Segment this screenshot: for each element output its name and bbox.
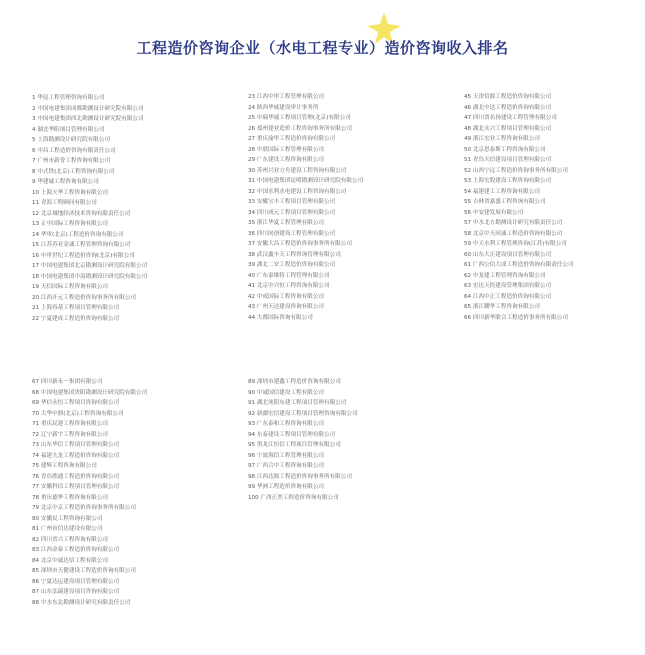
ranking-item: 48 湖北永兴工程项目管理有限公司 [464,125,552,132]
ranking-item: 65 浙江耀华工程咨询有限公司 [464,304,541,310]
ranking-item: 88 中水东北勘测设计研究有限责任公司 [32,599,131,606]
ranking-item: 16 中审世纪工程造价咨询(北京)有限公司 [32,252,135,259]
ranking-item: 82 四川省兴工程咨询有限公司 [32,536,109,543]
ranking-item: 36 四川同创建设工程管理有限公司 [248,230,336,237]
ranking-item: 100 广西正然工程造价咨询有限公司 [248,494,339,501]
ranking-item: 35 浙江华夏工程管理有限公司 [248,220,325,226]
ranking-item: 41 北京中兴恒工程咨询有限公司 [248,283,330,289]
ranking-item: 68 中国电建集团贵阳勘测设计研究院有限公司 [32,389,148,396]
ranking-item: 74 福建九龙工程造价咨询有限公司 [32,452,120,459]
ranking-item: 83 江西金泰工程造价咨询有限公司 [32,547,120,553]
ranking-item: 19 天信国际工程咨询有限公司 [32,284,109,290]
ranking-item: 28 中联国际工程管理有限公司 [248,146,325,153]
ranking-item: 77 安徽科信工程项目管理有限公司 [32,484,120,490]
ranking-item: 55 吉林省嘉盛工程咨询有限公司 [464,199,546,205]
ranking-item: 14 华审(北京)工程造价咨询有限公司 [32,231,124,238]
ranking-item: 38 武汉鑫丰天工程咨询管理有限公司 [248,251,341,258]
ranking-item: 72 辽宁新宇工程咨询有限公司 [32,431,109,438]
ranking-item: 93 广东泰和工程咨询有限公司 [248,421,325,427]
ranking-item: 66 四川新华联合工程造价事务所有限公司 [464,314,568,321]
ranking-item: 51 青岛天信建设项目管理有限公司 [464,157,552,163]
ranking-item: 9 华建诚工程咨询有限公司 [32,179,99,185]
ranking-item: 61 广西公信大成工程造价咨询有限责任公司 [464,262,574,268]
ranking-column-2 [248,92,453,323]
ranking-item: 84 北京中诚达信工程有限公司 [32,557,109,564]
ranking-item: 15 江苏苏亚金诚工程管理咨询有限公司 [32,242,131,248]
ranking-column-3 [464,92,642,323]
ranking-item: 3 中国电建集团西北勘测设计研究院有限公司 [32,116,144,122]
ranking-item: 67 四川新永一集团有限公司 [32,379,103,385]
ranking-item: 37 安徽大昌工程造价咨询事务所有限公司 [248,241,352,247]
ranking-item: 40 广东泰维特工程管理有限公司 [248,272,330,279]
ranking-column-4 [32,377,237,608]
ranking-item: 94 东泰建设工程项目管理有限公司 [248,431,336,438]
ranking-item: 49 浙江宏业工程咨询有限公司 [464,136,541,142]
ranking-item: 22 宁夏建成工程造价咨询有限公司 [32,315,120,322]
ranking-item: 31 中国电建集团昆明勘测设计研究院有限公司 [248,178,364,184]
ranking-item: 46 湖北中达工程造价咨询有限公司 [464,104,552,111]
ranking-item: 47 四川省名扬建设工程管理有限公司 [464,115,557,121]
ranking-column-1 [32,93,232,324]
ranking-item: 42 中成国际工程咨询有限公司 [248,293,325,300]
ranking-item: 34 四川成元工程项目管理有限公司 [248,209,336,216]
ranking-item: 95 黑龙江恒信工程项目管理有限公司 [248,442,341,448]
ranking-item: 27 重庆渝审工程造价咨询有限公司 [248,136,336,142]
ranking-item: 30 苏州兴业方舟建设工程咨询有限公司 [248,167,347,174]
ranking-item: 91 湖北沌阳东建工程项目管理有限公司 [248,400,347,406]
ranking-item: 78 重庆德华工程咨询有限公司 [32,494,109,501]
ranking-item: 11 青海工程顾问有限公司 [32,200,97,206]
ranking-item: 24 陕西华威建设审计事务所 [248,104,319,111]
ranking-item: 79 北京中京工程造价咨询事务所有限公司 [32,505,136,511]
ranking-item: 96 宁波海信工程管理有限公司 [248,452,325,459]
ranking-item: 50 北京思泰斯工程咨询有限公司 [464,146,546,153]
ranking-item: 53 上海宏殷建设工程咨询有限公司 [464,178,552,184]
ranking-item: 81 广州市信达建设有限公司 [32,526,103,532]
ranking-item: 21 上海容基工程项目管理有限公司 [32,305,120,311]
ranking-item: 86 宁夏达运建设项目管理有限公司 [32,578,120,585]
ranking-item: 12 北京城地经济技术咨询有限责任公司 [32,210,131,217]
ranking-item: 76 青岛胜通工程造价咨询有限公司 [32,473,120,480]
ranking-item: 26 郑州建业造价工程咨询事务所有限公司 [248,125,352,132]
ranking-item: 63 宏达天投建设管理集团有限公司 [464,283,552,289]
ranking-item: 13 正中国际工程咨询有限公司 [32,221,109,227]
ranking-item: 92 新疆宏信建设工程项目管理咨询有限公司 [248,410,358,417]
page-title: 工程造价咨询企业（水电工程专业）造价咨询收入排名 [136,39,509,57]
ranking-item: 64 江西中正工程造价咨询有限公司 [464,293,552,300]
ranking-item: 71 重庆民建工程咨询有限公司 [32,421,109,427]
ranking-item: 99 华洲工程造价咨询有限公司 [248,484,325,490]
ranking-item: 58 北京中天同诚工程造价咨询有限公司 [464,230,563,237]
ranking-column-5 [248,377,453,503]
ranking-item: 20 江西开元工程造价咨询事务所有限公司 [32,294,136,301]
ranking-item: 54 福建建工工程咨询有限公司 [464,188,541,195]
ranking-item: 17 中国电建集团北京勘测设计研究院有限公司 [32,263,148,269]
ranking-item: 33 安徽宝丰工程项目管理有限公司 [248,199,336,205]
ranking-item: 4 湖北华阳项目管理有限公司 [32,126,105,133]
ranking-item: 44 大都国际咨询有限公司 [248,314,313,321]
ranking-item: 75 建辉工程咨询有限公司 [32,463,97,469]
ranking-item: 90 中诚国信建设工程有限公司 [248,389,325,396]
ranking-item: 60 山东大正建设项目管理有限公司 [464,251,552,258]
ranking-item: 18 中国电建集团中南勘测设计研究院有限公司 [32,273,148,280]
ranking-item: 32 中国水利水电建设工程咨询有限公司 [248,188,347,195]
ranking-item: 73 山东华信工程项目管理有限公司 [32,442,120,448]
ranking-item: 97 广西合中工程咨询有限公司 [248,463,325,469]
ranking-item: 2 中国电建集团成都勘测设计研究院有限公司 [32,105,144,112]
ranking-item: 10 上海天华工程咨询有限公司 [32,189,109,196]
ranking-item: 70 大华中鼎(北京)工程咨询有限公司 [32,410,124,417]
ranking-item: 87 山东弘瑞建设项目咨询有限公司 [32,589,120,595]
ranking-item: 62 中龙建工程管理咨询有限公司 [464,272,546,279]
ranking-item: 7 广州市新誉工程咨询有限公司 [32,158,111,164]
ranking-item: 23 江西中审工程管理有限公司 [248,94,325,100]
ranking-item: 57 中水北方勘测设计研究有限责任公司 [464,220,563,226]
ranking-item: 45 天津信源工程造价咨询有限公司 [464,94,552,100]
ranking-item: 29 广东建设工程咨询有限公司 [248,157,325,163]
ranking-item: 52 山西宁远工程造价咨询事务所有限公司 [464,167,568,174]
ranking-item: 39 湖北二安工程造价咨询有限公司 [248,262,336,268]
ranking-item: 8 中式铁(北京)工程咨询有限公司 [32,168,115,175]
ranking-item: 89 深圳市建鑫工程造价咨询有限公司 [248,379,341,385]
ranking-item: 25 中瑞华诚工程项目管理(北京)有限公司 [248,115,351,121]
ranking-item: 1 华昆工程管理咨询有限公司 [32,95,105,101]
ranking-item: 85 深圳市天健建设工程造价咨询有限公司 [32,568,136,574]
ranking-item: 69 华信永恒工程项目咨询有限公司 [32,400,120,406]
ranking-item: 98 江西达源工程造价咨询事务所有限公司 [248,473,352,480]
ranking-item: 80 安徽民工程咨询有限公司 [32,515,103,522]
ranking-item: 6 中昌工程造价咨询有限责任公司 [32,147,116,154]
ranking-item: 59 中天水利工程管理咨询(江苏)有限公司 [464,241,567,247]
ranking-item: 43 广州天达建设咨询有限公司 [248,304,325,310]
ranking-item: 56 中安建发展有限公司 [464,209,524,216]
ranking-item: 5 上海勘测设计研究院有限公司 [32,137,111,143]
